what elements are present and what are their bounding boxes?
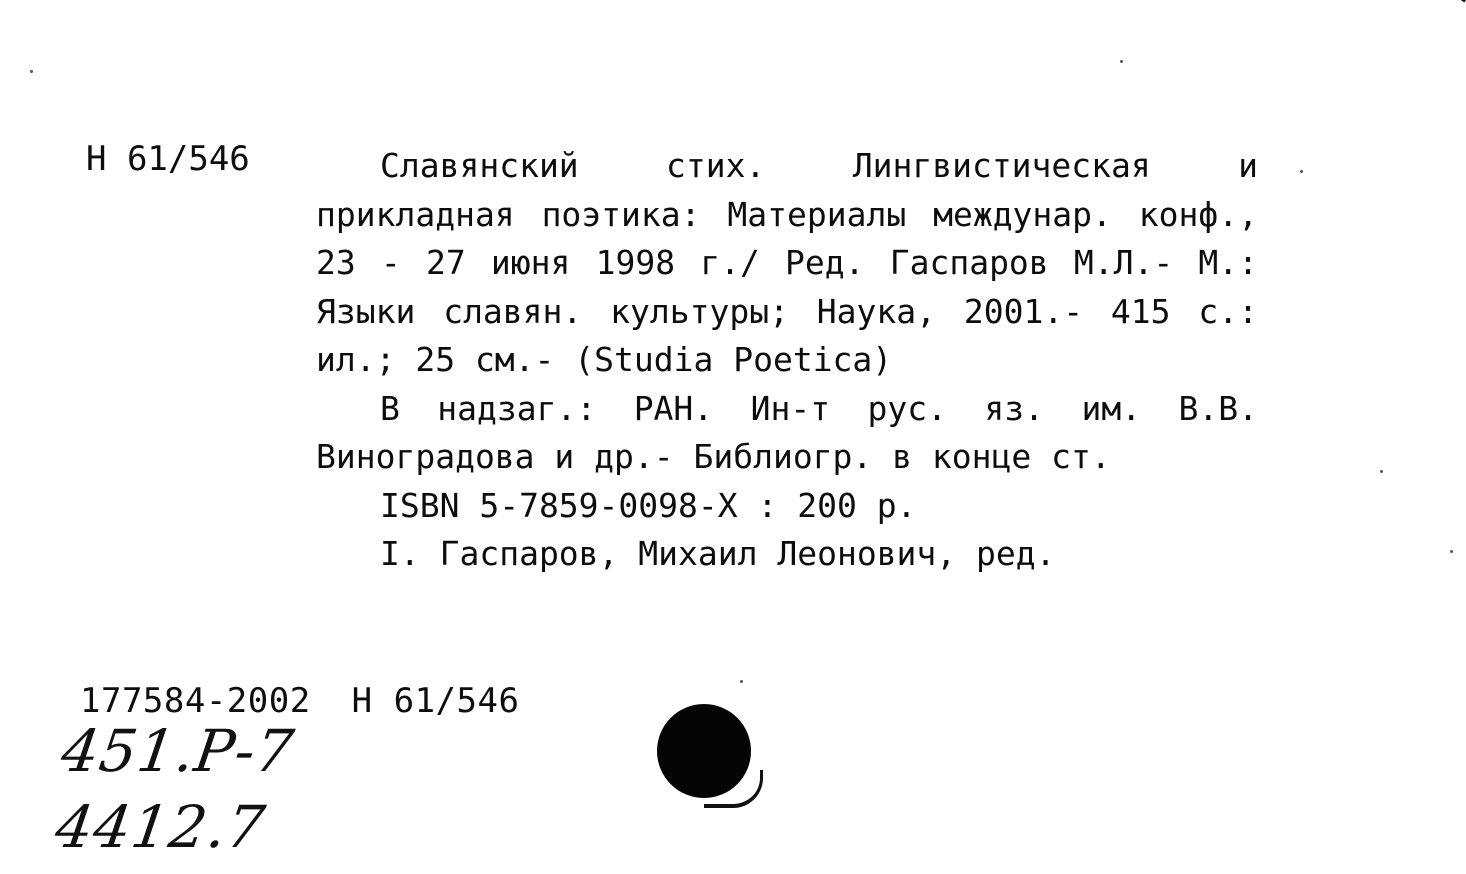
speck — [1380, 470, 1383, 473]
bibliographic-description — [316, 142, 1258, 579]
punch-mark-tail — [704, 770, 763, 808]
handwritten-classification-1: 451.Р-7 — [57, 717, 299, 785]
added-entry-line: I. Гаспаров, Михаил Леонович, ред. — [380, 534, 1056, 573]
speck — [1120, 60, 1123, 63]
corner-mark — [1441, 0, 1466, 11]
speck — [1300, 170, 1303, 173]
note-paragraph: В надзаг.: РАН. Ин-т рус. яз. им. В.В. Виноградова и др.- Библиогр. в конце ст. — [316, 388, 1258, 476]
speck — [30, 70, 33, 73]
title-paragraph: Славянский стих. Лингвистическая и прикладная поэтика: Материалы междунар. конф., 23 - 27 июня 1998 г./ Ред. Гаспаров М.Л.- М.: Языки славян. культуры; Наука, 2001.- 415 с.: ил.; 25 см.- (Studia Poetica) — [316, 146, 1258, 379]
inventory-number: 177584-2002 — [80, 681, 311, 721]
shelfmark: Н 61/546 — [86, 139, 250, 179]
handwritten-classification-2: 4412.7 — [51, 793, 270, 861]
speck — [740, 680, 743, 683]
speck — [1450, 550, 1453, 553]
accession-line — [80, 681, 520, 721]
isbn-line: ISBN 5-7859-0098-X : 200 р. — [380, 485, 917, 525]
shelfmark-bottom: Н 61/546 — [351, 681, 520, 721]
